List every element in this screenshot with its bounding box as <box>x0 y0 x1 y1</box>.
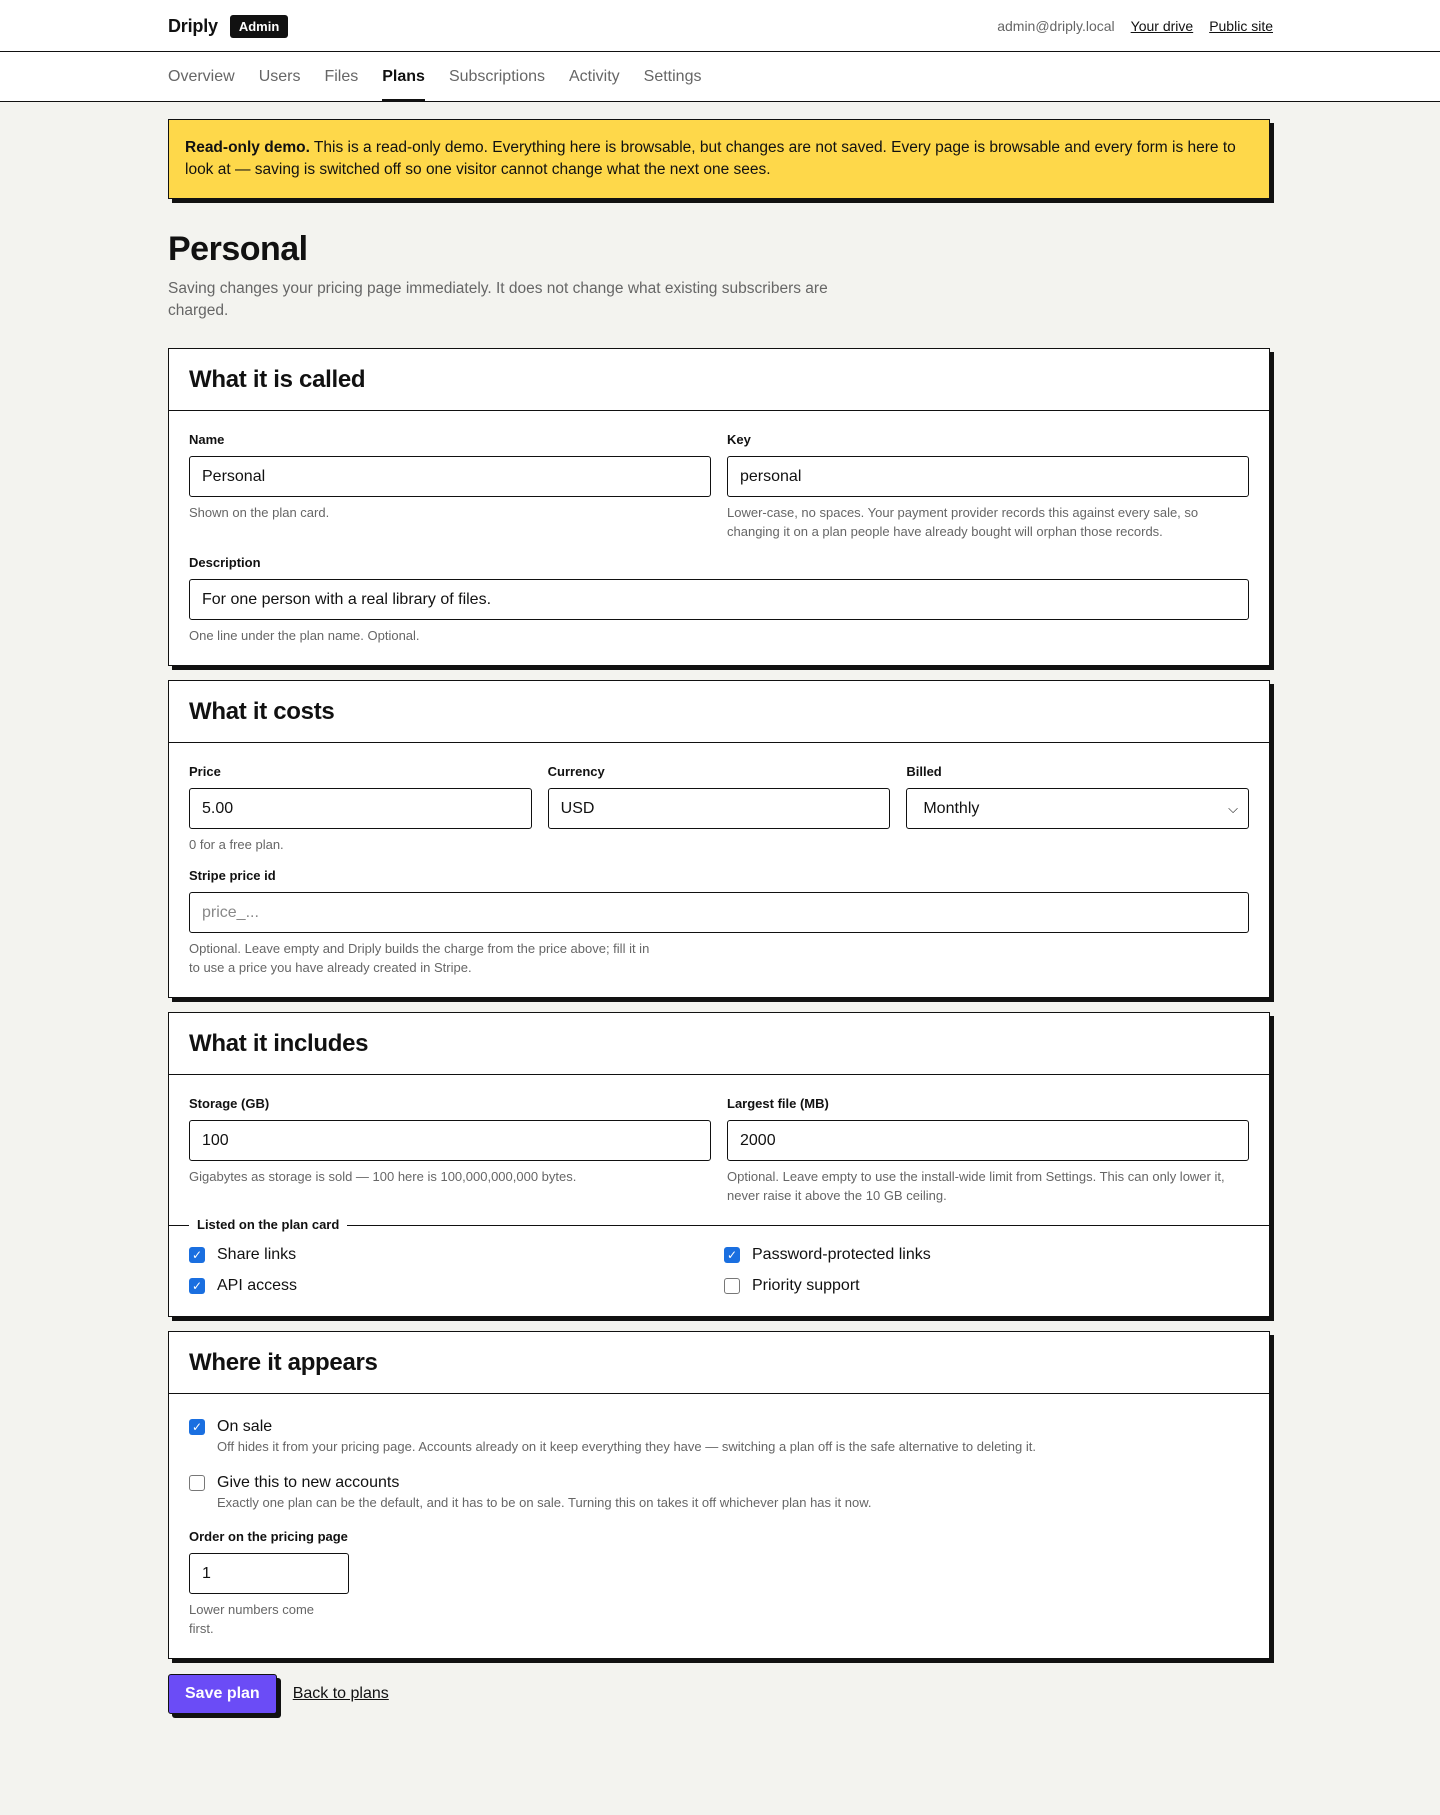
card-what-it-costs <box>168 680 1270 998</box>
default-plan-hint: Exactly one plan can be the default, and it has to be on sale. Turning this on takes it off whichever plan has it now. <box>217 1495 872 1510</box>
nav-plans[interactable]: Plans <box>382 52 425 102</box>
card-heading: What it includes <box>189 1029 369 1057</box>
key-input[interactable]: personal <box>727 456 1249 497</box>
on-sale-option[interactable] <box>189 1416 1249 1456</box>
price-label: Price <box>189 764 221 779</box>
checkbox-checked-icon[interactable]: ✓ <box>189 1419 205 1435</box>
name-input[interactable]: Personal <box>189 456 711 497</box>
brand-logo[interactable]: Driply <box>168 15 218 36</box>
on-sale-label: On sale <box>217 1418 273 1435</box>
read-only-banner <box>168 119 1270 199</box>
description-hint: One line under the plan name. Optional. <box>189 628 420 643</box>
default-plan-option[interactable] <box>189 1472 1249 1512</box>
card-heading: Where it appears <box>189 1348 378 1376</box>
key-hint: Lower-case, no spaces. Your payment provider records this against every sale, so changing it on a plan people have already bought will orphan those records. <box>727 505 1199 539</box>
price-input[interactable]: 5.00 <box>189 788 532 829</box>
name-hint: Shown on the plan card. <box>189 505 330 520</box>
currency-label: Currency <box>547 764 605 779</box>
card-where-it-appears <box>168 1331 1270 1659</box>
storage-input[interactable]: 100 <box>189 1120 711 1161</box>
nav-activity[interactable]: Activity <box>568 68 620 85</box>
checkbox-unchecked-icon[interactable] <box>724 1278 740 1294</box>
checkbox-unchecked-icon[interactable] <box>189 1475 205 1491</box>
largest-file-hint: Optional. Leave empty to use the install-wide limit from Settings. This can only lower it, never raise it above the 10 GB ceiling. <box>727 1169 1225 1203</box>
storage-label: Storage (GB) <box>189 1096 270 1111</box>
top-bar <box>0 0 1440 52</box>
banner-text: This is a read-only demo. Everything here is browsable, but changes are not saved. Every page is browsable and every form is here to look at — saving is switched off so one visitor cannot change what the next one sees. <box>185 139 1236 178</box>
nav-settings[interactable]: Settings <box>643 68 702 85</box>
checkbox-checked-icon[interactable]: ✓ <box>189 1278 205 1294</box>
default-plan-label: Give this to new accounts <box>217 1474 400 1491</box>
on-sale-hint: Off hides it from your pricing page. Accounts already on it keep everything they have — switching a plan off is the safe alternative to deleting it. <box>217 1439 1036 1454</box>
nav-overview[interactable]: Overview <box>168 68 235 85</box>
feature-priority-support[interactable] <box>724 1275 1249 1296</box>
user-email: admin@driply.local <box>997 18 1115 34</box>
storage-hint: Gigabytes as storage is sold — 100 here is 100,000,000,000 bytes. <box>189 1169 577 1184</box>
nav-subscriptions[interactable]: Subscriptions <box>448 68 545 85</box>
nav-users[interactable]: Users <box>258 68 301 85</box>
price-hint: 0 for a free plan. <box>189 837 284 852</box>
currency-input[interactable]: USD <box>548 788 891 829</box>
your-drive-link[interactable]: Your drive <box>1130 18 1194 34</box>
billed-select[interactable] <box>906 788 1249 829</box>
feature-label: Password-protected links <box>752 1245 931 1263</box>
description-label: Description <box>189 555 261 570</box>
feature-label: Priority support <box>752 1276 860 1294</box>
save-plan-button[interactable]: Save plan <box>168 1674 277 1714</box>
page-title: Personal <box>168 230 308 268</box>
largest-file-label: Largest file (MB) <box>727 1096 829 1111</box>
features-legend: Listed on the plan card <box>189 1217 347 1232</box>
admin-nav <box>0 52 1440 102</box>
order-hint: Lower numbers come first. <box>189 1602 314 1636</box>
order-label: Order on the pricing page <box>189 1529 348 1544</box>
banner-title: Read-only demo. <box>185 139 310 156</box>
back-to-plans-link[interactable]: Back to plans <box>292 1685 389 1702</box>
order-input[interactable]: 1 <box>189 1553 349 1594</box>
card-what-it-is-called <box>168 348 1270 666</box>
checkbox-checked-icon[interactable]: ✓ <box>724 1247 740 1263</box>
chevron-down-icon: ⌵ <box>1228 800 1239 816</box>
page-lede: Saving changes your pricing page immediately. It does not change what existing subscribers are charged. <box>168 280 828 319</box>
description-input[interactable]: For one person with a real library of files. <box>189 579 1249 620</box>
plan-card-features <box>169 1217 1269 1296</box>
card-heading: What it costs <box>189 697 335 725</box>
stripe-price-hint: Optional. Leave empty and Driply builds the charge from the price above; fill it in to use a price you have already created in Stripe. <box>189 941 650 975</box>
name-label: Name <box>189 432 225 447</box>
feature-api-access[interactable] <box>189 1275 724 1296</box>
feature-password-links[interactable] <box>724 1244 1249 1265</box>
card-what-it-includes <box>168 1012 1270 1317</box>
stripe-price-label: Stripe price id <box>189 868 276 883</box>
feature-label: API access <box>217 1276 298 1294</box>
stripe-price-input[interactable]: price_... <box>189 892 1249 933</box>
admin-badge: Admin <box>230 15 288 38</box>
card-heading: What it is called <box>189 365 366 393</box>
nav-files[interactable]: Files <box>324 68 359 85</box>
billed-label: Billed <box>906 764 942 779</box>
largest-file-input[interactable]: 2000 <box>727 1120 1249 1161</box>
billed-select-value: Monthly <box>923 799 980 817</box>
checkbox-checked-icon[interactable]: ✓ <box>189 1247 205 1263</box>
public-site-link[interactable]: Public site <box>1209 18 1273 34</box>
key-label: Key <box>727 432 751 447</box>
feature-label: Share links <box>217 1245 297 1263</box>
feature-share-links[interactable] <box>189 1244 724 1265</box>
